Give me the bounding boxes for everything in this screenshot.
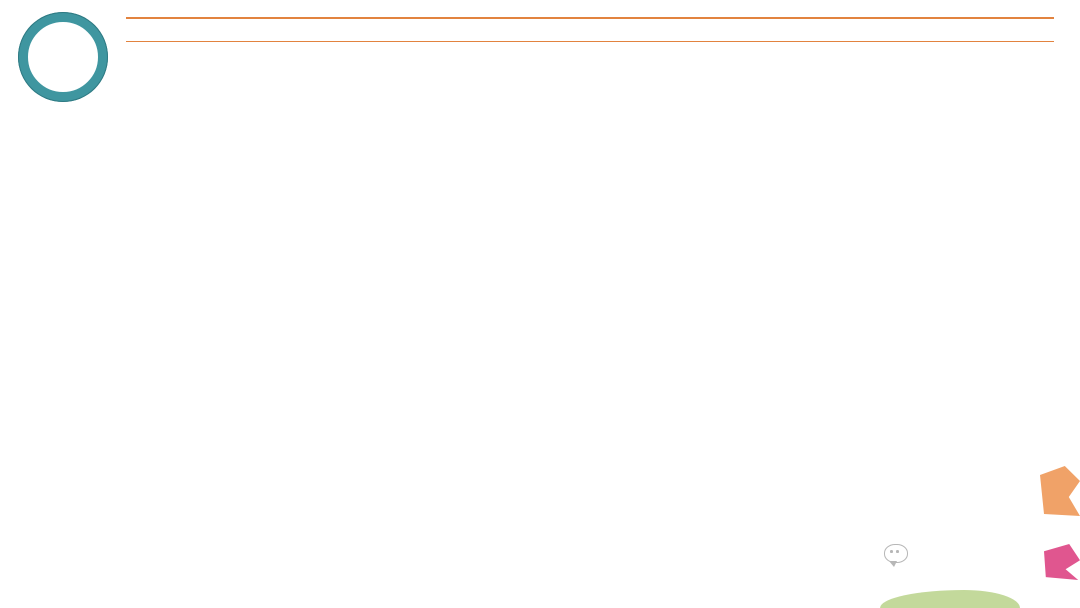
orange-ribbon-decoration (1040, 466, 1080, 516)
hospital-logo (18, 12, 108, 102)
logo-inner-circle (26, 20, 100, 94)
table-3 (126, 14, 1054, 604)
table-header-row (126, 19, 1054, 41)
header-rule (126, 41, 1054, 42)
